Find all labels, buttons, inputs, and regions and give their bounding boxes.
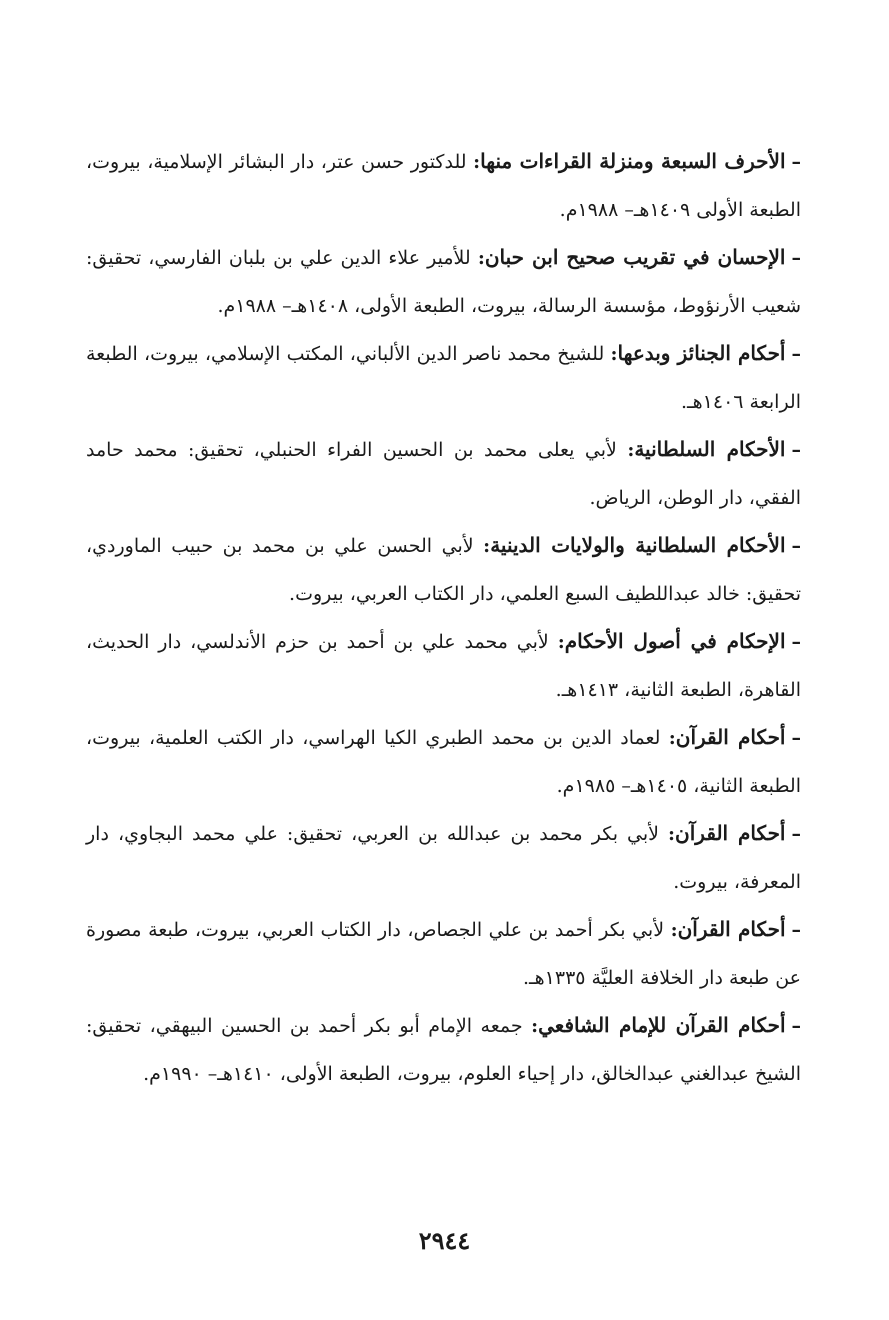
entry-dash: – bbox=[791, 343, 801, 365]
entry-dash: – bbox=[791, 823, 801, 845]
entry-separator: : bbox=[627, 439, 635, 461]
entry-title: أحكام القرآن bbox=[675, 821, 786, 845]
entry-title: أحكام الجنائز وبدعها bbox=[617, 341, 786, 365]
entry-title: الإحكام في أصول الأحكام bbox=[564, 629, 786, 653]
entry-title: أحكام القرآن bbox=[675, 725, 786, 749]
entry-dash: – bbox=[791, 631, 801, 653]
bibliography-entry bbox=[86, 234, 801, 330]
entry-details: لأبي محمد علي بن أحمد بن حزم الأندلسي، دار الحديث، القاهرة، الطبعة الثانية، ١٤١٣هـ. bbox=[86, 631, 801, 701]
bibliography-entry bbox=[86, 810, 801, 906]
bibliography-entry bbox=[86, 522, 801, 618]
entry-details: للدكتور حسن عتر، دار البشائر الإسلامية، بيروت، الطبعة الأولى ١٤٠٩هـ– ١٩٨٨م. bbox=[86, 151, 801, 221]
entry-details: لأبي الحسن علي بن محمد بن حبيب الماوردي، تحقيق: خالد عبداللطيف السبع العلمي، دار الكتاب العربي، بيروت. bbox=[86, 535, 801, 605]
entry-details: لعماد الدين بن محمد الطبري الكيا الهراسي، دار الكتب العلمية، بيروت، الطبعة الثانية، ١٤٠٥هـ– ١٩٨٥م. bbox=[86, 727, 801, 797]
entry-separator: : bbox=[477, 247, 485, 269]
entry-separator: : bbox=[557, 631, 565, 653]
bibliography-entry bbox=[86, 138, 801, 234]
bibliography-entry bbox=[86, 618, 801, 714]
entry-dash: – bbox=[791, 535, 801, 557]
page-number: ٢٩٤٤ bbox=[418, 1226, 471, 1255]
entry-dash: – bbox=[791, 919, 801, 941]
entry-title: الأحرف السبعة ومنزلة القراءات منها bbox=[480, 149, 786, 173]
entry-separator: : bbox=[531, 1015, 539, 1037]
entry-dash: – bbox=[791, 439, 801, 461]
bibliography-entry bbox=[86, 330, 801, 426]
bibliography-entry bbox=[86, 906, 801, 1002]
bibliography-entry bbox=[86, 1002, 801, 1098]
entry-title: الإحسان في تقريب صحيح ابن حبان bbox=[484, 245, 786, 269]
entry-dash: – bbox=[791, 727, 801, 749]
entry-details: لأبي بكر محمد بن عبدالله بن العربي، تحقيق: علي محمد البجاوي، دار المعرفة، بيروت. bbox=[86, 823, 801, 893]
entry-separator: : bbox=[670, 919, 678, 941]
entry-title: الأحكام السلطانية bbox=[634, 437, 786, 461]
entry-title: الأحكام السلطانية والولايات الدينية bbox=[490, 533, 786, 557]
entry-details: جمعه الإمام أبو بكر أحمد بن الحسين البيهقي، تحقيق: الشيخ عبدالغني عبدالخالق، دار إحياء العلوم، بيروت، الطبعة الأولى، ١٤١٠هـ– ١٩٩٠م. bbox=[86, 1015, 801, 1085]
entry-title: أحكام القرآن bbox=[677, 917, 786, 941]
entry-separator: : bbox=[483, 535, 491, 557]
entry-title: أحكام القرآن للإمام الشافعي bbox=[538, 1013, 786, 1037]
entry-dash: – bbox=[791, 247, 801, 269]
entry-separator: : bbox=[668, 727, 676, 749]
entry-details: لأبي يعلى محمد بن الحسين الفراء الحنبلي، تحقيق: محمد حامد الفقي، دار الوطن، الرياض. bbox=[86, 439, 801, 509]
entry-details: للشيخ محمد ناصر الدين الألباني، المكتب الإسلامي، بيروت، الطبعة الرابعة ١٤٠٦هـ. bbox=[86, 343, 801, 413]
bibliography-entry bbox=[86, 714, 801, 810]
entry-separator: : bbox=[473, 151, 481, 173]
entry-dash: – bbox=[791, 151, 802, 173]
bibliography-entry bbox=[86, 426, 801, 522]
entry-details: للأمير علاء الدين علي بن بلبان الفارسي، تحقيق: شعيب الأرنؤوط، مؤسسة الرسالة، بيروت، الطبعة الأولى، ١٤٠٨هـ– ١٩٨٨م. bbox=[86, 247, 801, 317]
entry-dash: – bbox=[791, 1015, 801, 1037]
entry-separator: : bbox=[610, 343, 618, 365]
entry-details: لأبي بكر أحمد بن علي الجصاص، دار الكتاب العربي، بيروت، طبعة مصورة عن طبعة دار الخلافة العليَّة ١٣٣٥هـ. bbox=[86, 919, 801, 989]
bibliography-list bbox=[86, 138, 801, 1098]
entry-separator: : bbox=[668, 823, 676, 845]
